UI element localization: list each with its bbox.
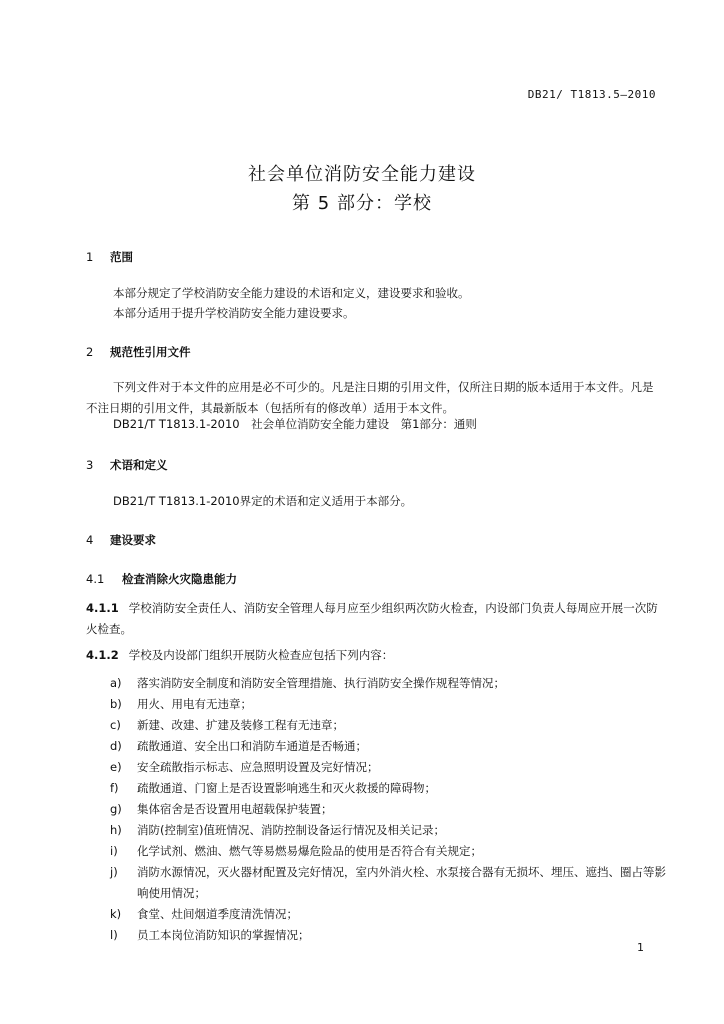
clause-4-1-2: 4.1.2 学校及内设部门组织开展防火检查应包括下列内容： [86, 648, 394, 662]
document-subtitle: 第 5 部分：学校 [292, 193, 432, 214]
page-number: 1 [637, 941, 644, 954]
section-2-paragraph-1: 下列文件对于本文件的应用是必不可少的。凡是注日期的引用文件，仅所注日期的版本适用于本文件。凡是不注日期的引用文件，其最新版本（包括所有的修改单）适用于本文件。 [86, 380, 654, 415]
section-1-paragraph-1: 本部分规定了学校消防安全能力建设的术语和定义，建设要求和验收。 [113, 286, 470, 300]
list-item: c) 新建、改建、扩建及装修工程有无违章； [110, 718, 344, 732]
section-3-heading: 3 术语和定义 [86, 458, 168, 472]
list-item: a) 落实消防安全制度和消防安全管理措施、执行消防安全操作规程等情况； [110, 676, 505, 690]
section-2-reference: DB21/T T1813.1-2010 社会单位消防安全能力建设 第1部分：通则 [113, 417, 477, 431]
section-1-heading: 1 范围 [86, 250, 134, 264]
list-item: b) 用火、用电有无违章； [110, 697, 252, 711]
section-4-heading: 4 建设要求 [86, 533, 157, 547]
list-item: g) 集体宿舍是否设置用电超载保护装置； [110, 802, 333, 816]
section-3-paragraph-1: DB21/T T1813.1-2010界定的术语和定义适用于本部分。 [113, 494, 413, 508]
standard-number: DB21/ T1813.5—2010 [527, 88, 656, 101]
list-item: j) 消防水源情况，灭火器材配置及完好情况，室内外消火栓、水泵接合器有无损坏、埋压、遮挡、圈占等影响使用情况； [110, 865, 666, 900]
section-1-paragraph-2: 本部分适用于提升学校消防安全能力建设要求。 [113, 306, 355, 320]
section-4-1-heading: 4.1 检查消除火灾隐患能力 [86, 572, 238, 586]
list-item: d) 疏散通道、安全出口和消防车通道是否畅通； [110, 739, 367, 753]
list-item: l) 员工本岗位消防知识的掌握情况； [110, 928, 310, 942]
list-item: k) 食堂、灶间烟道季度清洗情况； [110, 907, 298, 921]
list-item: i) 化学试剂、燃油、燃气等易燃易爆危险品的使用是否符合有关规定； [110, 844, 482, 858]
list-item: f) 疏散通道、门窗上是否设置影响逃生和灭火救援的障碍物； [110, 781, 436, 795]
section-2-heading: 2 规范性引用文件 [86, 345, 191, 359]
inspection-items-list [110, 673, 666, 946]
clause-4-1-1: 4.1.1 学校消防安全责任人、消防安全管理人每月应至少组织两次防火检查，内设部门负责人每周应开展一次防火检查。 [86, 601, 658, 636]
list-item: h) 消防(控制室)值班情况、消防控制设备运行情况及相关记录； [110, 823, 445, 837]
list-item: e) 安全疏散指示标志、应急照明设置及完好情况； [110, 760, 379, 774]
document-title: 社会单位消防安全能力建设 [248, 164, 476, 185]
